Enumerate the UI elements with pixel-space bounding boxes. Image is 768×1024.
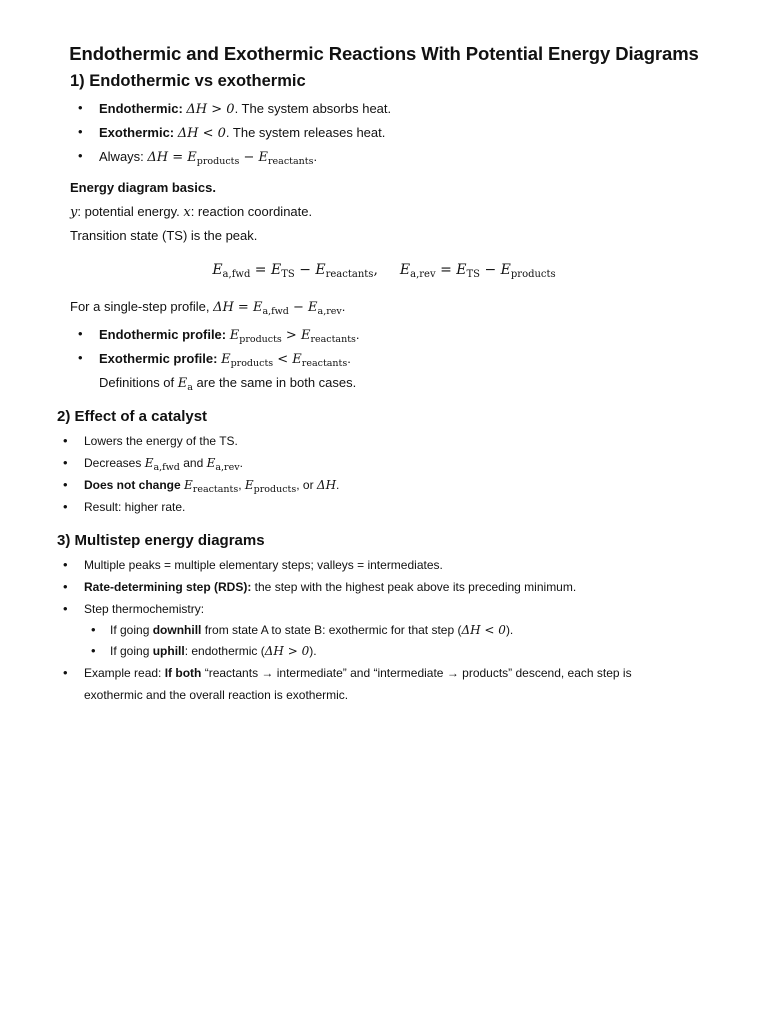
math-subscript: a,rev [215, 462, 240, 473]
punctuation: . [355, 327, 360, 342]
punctuation: . [239, 456, 243, 470]
math-part: E [144, 456, 154, 470]
math-subscript: a [187, 382, 193, 393]
list-item-exothermic-profile [99, 351, 351, 369]
list-item-decreases-ea [84, 456, 243, 473]
math-part: ΔH = E [147, 150, 197, 165]
list-item-step-thermochemistry: • Step thermochemistry: [84, 602, 204, 616]
line-text: For a single-step profile, [70, 299, 214, 314]
term-endothermic-profile: Endothermic profile: [99, 327, 230, 342]
term-downhill: downhill [152, 623, 202, 637]
list-item-text: . The system releases heat. [225, 125, 386, 140]
math-part: E [229, 328, 240, 343]
section-3-heading: 3) Multistep energy diagrams [57, 532, 265, 549]
math-ea [178, 376, 193, 391]
math-part: ΔH = E [213, 300, 263, 315]
math-x: x [183, 205, 191, 220]
math-subscript: products [196, 156, 240, 167]
list-item-exothermic [99, 125, 385, 141]
example-read-continuation: exothermic and the overall reaction is exothermic. [84, 688, 349, 702]
list-item-text: Always: [99, 149, 148, 164]
line-text: Decreases [84, 456, 145, 470]
list-item-lowers-ts: • Lowers the energy of the TS. [84, 434, 238, 448]
axis-text: : reaction coordinate. [190, 204, 313, 219]
math-part: − E [294, 262, 326, 278]
math-subscript: reactants [325, 269, 374, 280]
math-part: E [212, 262, 223, 278]
axes-description [70, 204, 312, 220]
line-text: “reactants → intermediate” and “intermediate → products” descend, each step is [201, 666, 632, 680]
math-dh-negative: ΔH < 0 [177, 126, 226, 141]
math-single-step [213, 300, 342, 315]
math-part: , [373, 262, 378, 278]
math-dh-positive: ΔH > 0 [264, 644, 310, 658]
math-part: − E [288, 300, 318, 315]
energy-diagram-basics-heading [70, 180, 216, 195]
math-ea-fwd [144, 456, 180, 473]
math-subscript: a,rev [410, 269, 436, 280]
math-subscript: reactants [301, 358, 348, 369]
sub-item-uphill [110, 644, 317, 658]
line-text: : endothermic ( [184, 644, 265, 658]
single-step-line [70, 299, 345, 317]
page-title: Endothermic and Exothermic Reactions With Potential Energy Diagrams [69, 43, 699, 64]
section-1-heading: 1) Endothermic vs exothermic [70, 72, 306, 90]
list-item-text: . The system absorbs heat. [234, 101, 392, 116]
line-text: are the same in both cases. [192, 375, 357, 390]
math-subscript: reactants [192, 484, 239, 495]
line-text: Example read: [84, 666, 165, 680]
math-subscript: a,fwd [222, 269, 251, 280]
term-does-not-change: Does not change [84, 478, 185, 492]
punctuation: , [238, 478, 245, 492]
list-item-multiple-peaks: • Multiple peaks = multiple elementary steps; valleys = intermediates. [84, 558, 443, 572]
math-ea-rev [206, 456, 240, 473]
term-exothermic: Exothermic: [99, 125, 178, 140]
line-text: Definitions of [99, 375, 178, 390]
list-item-does-not-change [84, 478, 339, 495]
axis-text: : potential energy. [77, 204, 184, 219]
list-item-endothermic [99, 101, 391, 117]
math-y: y [70, 205, 78, 220]
math-part: − E [239, 150, 268, 165]
math-subscript: a,fwd [262, 306, 289, 317]
term-if-both: If both [164, 666, 202, 680]
list-item-always [99, 149, 317, 167]
math-part: E [206, 456, 216, 470]
punctuation: ). [309, 644, 317, 658]
math-part: > E [281, 328, 311, 343]
list-item-result: • Result: higher rate. [84, 500, 185, 514]
math-part: E [221, 352, 231, 367]
list-item-rds [84, 580, 576, 594]
term-exothermic-profile: Exothermic profile: [99, 351, 222, 366]
line-text: If going [110, 623, 153, 637]
math-dh-definition [147, 150, 313, 165]
math-subscript: reactants [310, 334, 356, 345]
math-dh-positive: ΔH > 0 [186, 102, 235, 117]
punctuation: . [347, 351, 351, 366]
punctuation: . [313, 149, 318, 164]
math-exo-profile [221, 352, 347, 367]
math-part: E [244, 478, 254, 492]
line-text: , or [296, 478, 317, 492]
math-e-products [244, 478, 297, 495]
math-part: < E [273, 352, 302, 367]
transition-state-line: Transition state (TS) is the peak. [70, 228, 258, 243]
math-part: E [177, 376, 188, 391]
math-subscript: TS [281, 269, 295, 280]
math-subscript: TS [466, 269, 481, 280]
line-text: the step with the highest peak above its preceding minimum. [251, 580, 577, 594]
definitions-line [99, 375, 356, 393]
activation-energy-equations [0, 262, 768, 280]
math-subscript: products [510, 269, 556, 280]
math-part: E [184, 478, 193, 492]
math-part: = E [435, 262, 467, 278]
math-subscript: a,rev [317, 306, 342, 317]
math-subscript: a,fwd [153, 462, 180, 473]
section-2-heading: 2) Effect of a catalyst [57, 408, 208, 425]
math-part: E [399, 262, 411, 278]
list-item-endothermic-profile [99, 327, 360, 345]
math-subscript: products [239, 334, 282, 345]
bold-heading: Energy diagram basics. [70, 180, 216, 195]
line-text: from state A to state B: exothermic for that step ( [201, 623, 462, 637]
math-dh-negative: ΔH < 0 [461, 623, 506, 637]
term-uphill: uphill [152, 644, 185, 658]
math-subscript: products [253, 484, 297, 495]
math-part: − E [480, 262, 511, 278]
punctuation: . [341, 299, 346, 314]
math-dh: ΔH [316, 478, 337, 492]
punctuation: ). [505, 623, 514, 637]
term-endothermic: Endothermic: [99, 101, 187, 116]
math-subscript: reactants [268, 156, 314, 167]
line-text: If going [110, 644, 153, 658]
term-rds: Rate-determining step (RDS): [84, 580, 252, 594]
punctuation: . [336, 478, 340, 492]
math-subscript: products [230, 358, 274, 369]
list-item-example-read [84, 666, 632, 680]
sub-item-downhill [110, 623, 513, 637]
math-e-reactants [184, 478, 239, 495]
line-text: and [179, 456, 207, 470]
math-endo-profile [230, 328, 356, 343]
math-part: = E [250, 262, 282, 278]
